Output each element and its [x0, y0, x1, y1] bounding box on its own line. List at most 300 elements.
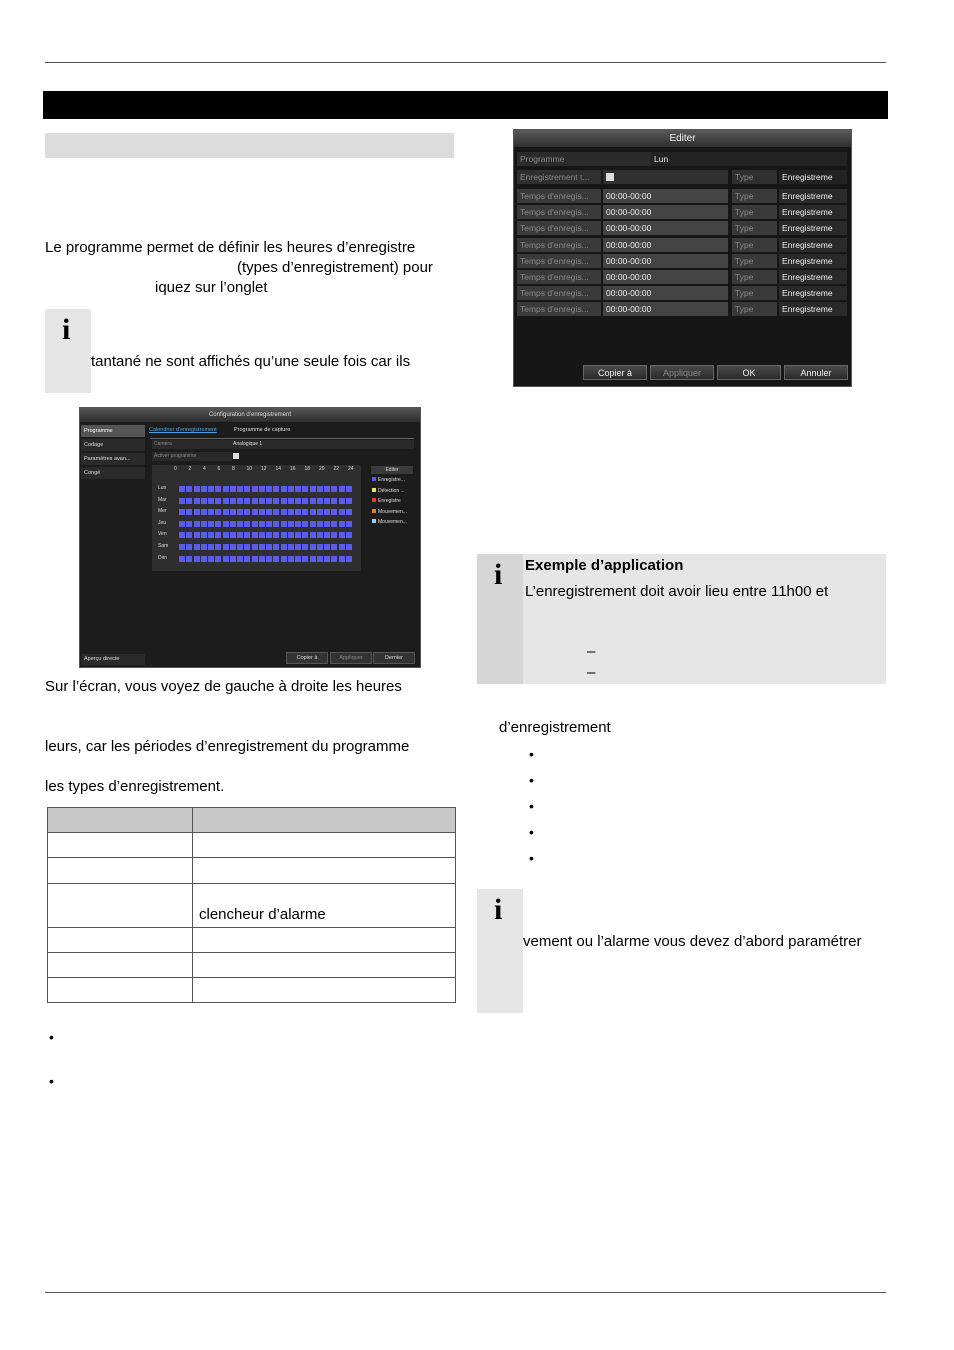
schedule-cell[interactable] [295, 521, 301, 527]
schedule-cell[interactable] [339, 521, 345, 527]
schedule-cell[interactable] [331, 509, 337, 515]
schedule-cell[interactable] [259, 556, 265, 562]
schedule-cell[interactable] [194, 544, 200, 550]
schedule-cell[interactable] [281, 532, 287, 538]
schedule-cell[interactable] [179, 556, 185, 562]
schedule-cell[interactable] [237, 544, 243, 550]
legend-swatch [372, 498, 376, 502]
hour-tick-label: 14 [275, 466, 282, 472]
paragraph-line: (types d’enregistrement) pour [237, 259, 433, 276]
schedule-cell[interactable] [244, 532, 250, 538]
schedule-cell[interactable] [259, 544, 265, 550]
schedule-cell[interactable] [339, 544, 345, 550]
paragraph-line: Le programme permet de définir les heures d’enregistre [45, 239, 416, 256]
time-row-type-select[interactable]: Enregistreme [779, 238, 847, 252]
schedule-cell[interactable] [346, 544, 352, 550]
table-row [48, 978, 456, 1003]
hour-tick-label: 8 [232, 466, 235, 472]
copy-to-button[interactable]: Copier à [583, 365, 647, 380]
dash: – [587, 664, 596, 681]
schedule-cell[interactable] [186, 532, 192, 538]
time-row-label: Temps d'enregis... [517, 270, 601, 284]
paragraph-line: iquez sur l’onglet [155, 279, 268, 296]
camera-label: Caméra [152, 440, 232, 449]
schedule-cell[interactable] [331, 498, 337, 504]
programme-label: Programme [520, 154, 565, 164]
schedule-cell[interactable] [310, 486, 316, 492]
schedule-cell[interactable] [208, 556, 214, 562]
bullet: • [529, 746, 534, 762]
hour-tick-label: 20 [319, 466, 325, 472]
schedule-cell[interactable] [259, 509, 265, 515]
schedule-cell[interactable] [310, 532, 316, 538]
apply-button[interactable]: Appliquer [330, 652, 372, 664]
schedule-cell[interactable] [186, 556, 192, 562]
schedule-cell[interactable] [273, 509, 279, 515]
schedule-cell[interactable] [179, 509, 185, 515]
schedule-cell[interactable] [266, 498, 272, 504]
schedule-cell[interactable] [237, 509, 243, 515]
time-row-label: Temps d'enregis... [517, 221, 601, 235]
time-row-label: Temps d'enregis... [517, 302, 601, 316]
schedule-cell[interactable] [317, 556, 323, 562]
table-header-row [48, 808, 456, 833]
schedule-cell[interactable] [302, 509, 308, 515]
subsection-bar [45, 133, 454, 158]
schedule-cell[interactable] [346, 521, 352, 527]
time-row-label: Temps d'enregis... [517, 286, 601, 300]
example-text: L’enregistrement doit avoir lieu entre 11h00 et [525, 583, 829, 600]
schedule-cell[interactable] [237, 556, 243, 562]
schedule-cell[interactable] [259, 532, 265, 538]
schedule-cell[interactable] [223, 498, 229, 504]
menu-item-codage[interactable]: Codage [81, 439, 145, 451]
apply-button[interactable]: Appliquer [650, 365, 714, 380]
info-note-box [477, 889, 523, 1013]
schedule-cell[interactable] [201, 486, 207, 492]
enable-programme-label: Activer programme [152, 452, 232, 461]
time-row-type-label: Type [732, 270, 777, 284]
schedule-cell[interactable] [230, 509, 236, 515]
hour-tick-label: 0 [174, 466, 177, 472]
schedule-cell[interactable] [179, 532, 185, 538]
hour-tick-label: 18 [304, 466, 311, 472]
schedule-cell[interactable] [295, 486, 301, 492]
type-label: Type [732, 170, 777, 184]
schedule-cell[interactable] [252, 509, 258, 515]
schedule-cell[interactable] [266, 521, 272, 527]
schedule-cell[interactable] [186, 544, 192, 550]
schedule-cell[interactable] [288, 498, 294, 504]
schedule-cell[interactable] [295, 544, 301, 550]
schedule-cell[interactable] [273, 532, 279, 538]
schedule-cell[interactable] [223, 556, 229, 562]
schedule-cell[interactable] [339, 532, 345, 538]
schedule-cell[interactable] [201, 556, 207, 562]
hour-tick-label: 4 [203, 466, 206, 472]
schedule-cell[interactable] [244, 556, 250, 562]
bottom-rule [45, 1292, 886, 1293]
type-select[interactable]: Enregistreme [779, 170, 847, 184]
time-row-type-select[interactable]: Enregistreme [779, 221, 847, 235]
schedule-cell[interactable] [302, 486, 308, 492]
dialog-title: Editer [514, 130, 851, 147]
schedule-cell[interactable] [215, 486, 221, 492]
table-row [48, 833, 456, 858]
schedule-cell[interactable] [266, 556, 272, 562]
schedule-cell[interactable] [295, 509, 301, 515]
time-row-type-select[interactable]: Enregistreme [779, 302, 847, 316]
schedule-cell[interactable] [179, 498, 185, 504]
legend-label: Mouvemen... [378, 508, 407, 515]
schedule-cell[interactable] [331, 521, 337, 527]
hour-tick-label: 16 [290, 466, 296, 472]
live-view-button[interactable]: Aperçu directe [81, 654, 145, 665]
schedule-cell[interactable] [288, 532, 294, 538]
time-range-field[interactable]: 00:00-00:00 [603, 270, 728, 284]
hour-tick-label: 10 [246, 466, 253, 472]
recording-label: d’enregistrement [499, 719, 611, 736]
schedule-cell[interactable] [201, 498, 207, 504]
time-row-type-label: Type [732, 286, 777, 300]
schedule-cell[interactable] [295, 532, 301, 538]
schedule-cell[interactable] [208, 509, 214, 515]
schedule-cell[interactable] [252, 521, 258, 527]
schedule-cell[interactable] [252, 544, 258, 550]
schedule-cell[interactable] [317, 521, 323, 527]
schedule-cell[interactable] [302, 521, 308, 527]
schedule-cell[interactable] [281, 544, 287, 550]
schedule-cell[interactable] [346, 556, 352, 562]
legend-item [372, 477, 405, 483]
top-rule [45, 62, 886, 63]
schedule-cell[interactable] [266, 486, 272, 492]
time-range-field[interactable]: 00:00-00:00 [603, 221, 728, 235]
time-row-label: Temps d'enregis... [517, 238, 601, 252]
schedule-cell[interactable] [288, 486, 294, 492]
day-label: Mar [158, 496, 167, 503]
recording-config-screenshot [79, 407, 421, 668]
info-note-box [45, 309, 91, 393]
time-row-type-label: Type [732, 302, 777, 316]
bullet: • [529, 824, 534, 840]
schedule-cell[interactable] [339, 509, 345, 515]
schedule-cell[interactable] [208, 544, 214, 550]
schedule-cell[interactable] [215, 509, 221, 515]
schedule-cell[interactable] [273, 486, 279, 492]
legend-label: Mouvemen... [378, 519, 407, 525]
day-label: Dim [158, 554, 167, 561]
programme-select[interactable]: Lun [651, 152, 847, 166]
schedule-cell[interactable] [288, 509, 294, 515]
menu-item-programme[interactable]: Programme [81, 425, 145, 437]
schedule-cell[interactable] [281, 556, 287, 562]
day-label: Mer [158, 508, 167, 515]
time-row [517, 270, 847, 284]
schedule-cell[interactable] [302, 544, 308, 550]
programme-row [517, 152, 847, 166]
schedule-cell[interactable] [237, 532, 243, 538]
schedule-cell[interactable] [215, 521, 221, 527]
schedule-cell[interactable] [288, 521, 294, 527]
schedule-cell[interactable] [194, 509, 200, 515]
schedule-cell[interactable] [302, 498, 308, 504]
schedule-cell[interactable] [223, 486, 229, 492]
schedule-cell[interactable] [331, 556, 337, 562]
schedule-cell[interactable] [273, 498, 279, 504]
schedule-cell[interactable] [324, 509, 330, 515]
schedule-cell[interactable] [186, 509, 192, 515]
schedule-cell[interactable] [237, 521, 243, 527]
schedule-cell[interactable] [317, 486, 323, 492]
recording-types-table [47, 807, 456, 1003]
paragraph-line: leurs, car les périodes d’enregistrement du programme [45, 738, 410, 755]
schedule-cell[interactable] [346, 509, 352, 515]
schedule-cell[interactable] [266, 532, 272, 538]
schedule-cell[interactable] [310, 498, 316, 504]
schedule-cell[interactable] [317, 532, 323, 538]
schedule-cell[interactable] [339, 486, 345, 492]
schedule-cell[interactable] [237, 498, 243, 504]
schedule-cell[interactable] [230, 556, 236, 562]
info-icon: i [494, 558, 503, 591]
record-checkbox[interactable] [606, 173, 614, 181]
schedule-cell[interactable] [310, 544, 316, 550]
legend-swatch [372, 488, 376, 492]
schedule-cell[interactable] [223, 521, 229, 527]
time-row [517, 238, 847, 252]
tab-recording-calendar[interactable]: Calendrier d'enregistrement [149, 427, 217, 433]
schedule-cell[interactable] [215, 532, 221, 538]
schedule-cell[interactable] [179, 544, 185, 550]
schedule-cell[interactable] [230, 521, 236, 527]
record-row [517, 170, 847, 184]
time-range-field[interactable]: 00:00-00:00 [603, 238, 728, 252]
schedule-cell[interactable] [273, 521, 279, 527]
legend-item [372, 519, 407, 525]
table-row [48, 884, 456, 928]
copy-to-button[interactable]: Copier à [286, 652, 328, 664]
schedule-cell[interactable] [244, 521, 250, 527]
schedule-cell[interactable] [317, 544, 323, 550]
time-row-type-label: Type [732, 189, 777, 203]
schedule-cell[interactable] [331, 532, 337, 538]
schedule-cell[interactable] [346, 498, 352, 504]
legend-swatch [372, 477, 376, 481]
edit-button[interactable]: Editer [371, 466, 413, 474]
schedule-cell[interactable] [208, 498, 214, 504]
schedule-cell[interactable] [317, 509, 323, 515]
time-row-type-select[interactable]: Enregistreme [779, 270, 847, 284]
schedule-cell[interactable] [339, 498, 345, 504]
schedule-cell[interactable] [273, 544, 279, 550]
schedule-cell[interactable] [237, 486, 243, 492]
schedule-cell[interactable] [215, 556, 221, 562]
schedule-cell[interactable] [310, 521, 316, 527]
schedule-cell[interactable] [252, 532, 258, 538]
schedule-cell[interactable] [244, 544, 250, 550]
schedule-cell[interactable] [302, 556, 308, 562]
bullet: • [49, 1073, 54, 1089]
dash: – [587, 643, 596, 660]
time-row [517, 286, 847, 300]
camera-select[interactable]: Analogique 1 [231, 440, 414, 449]
schedule-cell[interactable] [194, 532, 200, 538]
schedule-cell[interactable] [266, 509, 272, 515]
legend-label: Détection ... [378, 487, 405, 494]
day-label: Lun [158, 485, 167, 491]
time-row-type-select[interactable]: Enregistreme [779, 286, 847, 300]
schedule-cell[interactable] [215, 544, 221, 550]
schedule-cell[interactable] [252, 498, 258, 504]
enable-programme-checkbox[interactable] [233, 453, 239, 459]
schedule-cell[interactable] [331, 486, 337, 492]
schedule-cell[interactable] [208, 486, 214, 492]
schedule-cell[interactable] [179, 486, 185, 492]
time-row [517, 221, 847, 235]
schedule-cell[interactable] [230, 532, 236, 538]
bullet: • [49, 1029, 54, 1045]
note-text: tantané ne sont affichés qu’une seule fois car ils [91, 353, 411, 370]
schedule-cell[interactable] [346, 486, 352, 492]
hour-tick-label: 6 [217, 466, 221, 472]
schedule-cell[interactable] [194, 556, 200, 562]
schedule-cell[interactable] [186, 521, 192, 527]
schedule-cell[interactable] [259, 498, 265, 504]
schedule-cell[interactable] [288, 556, 294, 562]
legend-item [372, 498, 401, 504]
schedule-cell[interactable] [288, 544, 294, 550]
schedule-cell[interactable] [302, 532, 308, 538]
time-row [517, 189, 847, 203]
schedule-cell[interactable] [194, 486, 200, 492]
time-range-field[interactable]: 00:00-00:00 [603, 254, 728, 268]
note-text: vement ou l’alarme vous devez d’abord paramétrer [523, 933, 862, 950]
schedule-cell[interactable] [324, 521, 330, 527]
schedule-cell[interactable] [201, 544, 207, 550]
legend-item [372, 488, 405, 494]
time-row-type-select[interactable]: Enregistreme [779, 189, 847, 203]
schedule-cell[interactable] [259, 521, 265, 527]
table-row [48, 928, 456, 953]
schedule-cell[interactable] [194, 521, 200, 527]
time-range-field[interactable]: 00:00-00:00 [603, 189, 728, 203]
time-row [517, 302, 847, 316]
schedule-grid[interactable] [152, 465, 361, 571]
hour-tick-label: 12 [261, 466, 267, 472]
schedule-cell[interactable] [244, 498, 250, 504]
time-row-label: Temps d'enregis... [517, 205, 601, 219]
ok-button[interactable]: OK [717, 365, 781, 380]
day-label: Sam [158, 543, 169, 549]
table-row [48, 858, 456, 884]
schedule-cell[interactable] [310, 556, 316, 562]
schedule-cell[interactable] [179, 521, 185, 527]
schedule-cell[interactable] [266, 544, 272, 550]
schedule-cell[interactable] [295, 498, 301, 504]
tab-capture-programme[interactable]: Programme de capture [234, 427, 291, 433]
info-icon: i [62, 313, 71, 346]
schedule-cell[interactable] [252, 556, 258, 562]
time-row-label: Temps d'enregis... [517, 189, 601, 203]
schedule-cell[interactable] [208, 521, 214, 527]
cancel-button[interactable]: Annuler [784, 365, 848, 380]
time-row-type-label: Type [732, 221, 777, 235]
schedule-cell[interactable] [317, 498, 323, 504]
schedule-cell[interactable] [259, 486, 265, 492]
window-title: Configuration d’enregistrement [80, 408, 420, 422]
schedule-cell[interactable] [244, 509, 250, 515]
schedule-cell[interactable] [201, 532, 207, 538]
schedule-cell[interactable] [230, 486, 236, 492]
schedule-cell[interactable] [295, 556, 301, 562]
paragraph-line: les types d’enregistrement. [45, 778, 225, 795]
time-row [517, 205, 847, 219]
menu-item-holiday[interactable]: Congé [81, 467, 145, 479]
schedule-cell[interactable] [346, 532, 352, 538]
time-range-field[interactable]: 00:00-00:00 [603, 205, 728, 219]
schedule-cell[interactable] [194, 498, 200, 504]
schedule-cell[interactable] [324, 532, 330, 538]
schedule-cell[interactable] [230, 498, 236, 504]
schedule-cell[interactable] [215, 498, 221, 504]
schedule-cell[interactable] [281, 486, 287, 492]
schedule-cell[interactable] [281, 521, 287, 527]
schedule-cell[interactable] [230, 544, 236, 550]
day-label: Jeu [158, 519, 167, 526]
schedule-cell[interactable] [201, 509, 207, 515]
schedule-cell[interactable] [281, 509, 287, 515]
time-row-label: Temps d'enregis... [517, 254, 601, 268]
schedule-cell[interactable] [186, 486, 192, 492]
legend-swatch [372, 509, 376, 513]
menu-item-advanced[interactable]: Paramètres avan... [81, 453, 145, 465]
time-row-type-label: Type [732, 205, 777, 219]
bullet: • [529, 850, 534, 866]
schedule-cell[interactable] [273, 556, 279, 562]
schedule-cell[interactable] [324, 486, 330, 492]
hour-tick-label: 2 [188, 466, 192, 472]
last-button[interactable]: Dernier [373, 652, 415, 664]
schedule-cell[interactable] [324, 556, 330, 562]
time-range-field[interactable]: 00:00-00:00 [603, 302, 728, 316]
bullet: • [529, 798, 534, 814]
legend-label: Enregistre [378, 498, 401, 504]
legend-label: Enregistre... [378, 477, 405, 483]
schedule-cell[interactable] [223, 532, 229, 538]
schedule-cell[interactable] [208, 532, 214, 538]
time-row-type-select[interactable]: Enregistreme [779, 205, 847, 219]
schedule-cell[interactable] [281, 498, 287, 504]
schedule-cell[interactable] [252, 486, 258, 492]
schedule-cell[interactable] [244, 486, 250, 492]
schedule-cell[interactable] [186, 498, 192, 504]
schedule-cell[interactable] [223, 509, 229, 515]
time-row-type-label: Type [732, 254, 777, 268]
schedule-cell[interactable] [201, 521, 207, 527]
schedule-cell[interactable] [324, 498, 330, 504]
schedule-cell[interactable] [310, 509, 316, 515]
schedule-cell[interactable] [324, 544, 330, 550]
schedule-cell[interactable] [339, 556, 345, 562]
schedule-cell[interactable] [331, 544, 337, 550]
time-row-type-select[interactable]: Enregistreme [779, 254, 847, 268]
time-row [517, 254, 847, 268]
schedule-cell[interactable] [223, 544, 229, 550]
record-label: Enregistrement t... [517, 170, 601, 184]
time-range-field[interactable]: 00:00-00:00 [603, 286, 728, 300]
section-header-bar [43, 91, 888, 119]
